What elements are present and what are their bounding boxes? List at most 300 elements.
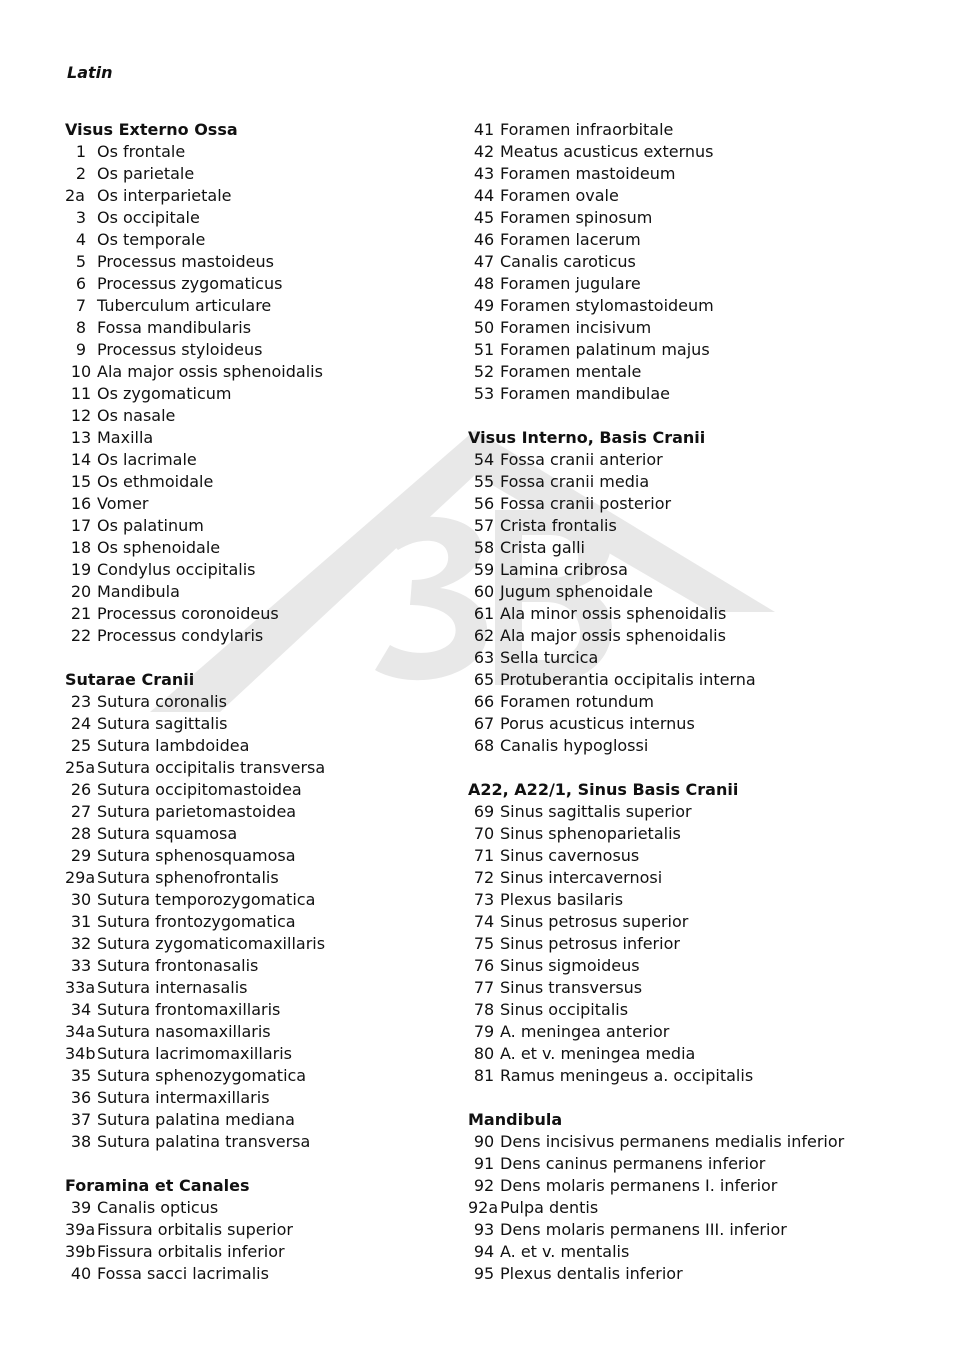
entry-number: 52 <box>473 362 495 381</box>
index-entry <box>65 911 485 933</box>
entry-term: Os frontale <box>97 142 186 161</box>
entry-term: A. meningea anterior <box>500 1022 670 1041</box>
entry-term: Sutura sphenosquamosa <box>97 846 296 865</box>
index-entry <box>65 1197 485 1219</box>
index-entry <box>65 1021 485 1043</box>
entry-term: Fossa cranii anterior <box>500 450 663 469</box>
index-entry <box>65 867 485 889</box>
entry-term: Canalis opticus <box>97 1198 219 1217</box>
index-entry <box>65 207 485 229</box>
entry-number: 9 <box>75 340 87 359</box>
index-entry <box>65 999 485 1021</box>
index-entry <box>65 1043 485 1065</box>
index-entry <box>468 713 888 735</box>
left-column <box>65 119 485 1307</box>
section-heading: Visus Externo Ossa <box>65 120 238 139</box>
entry-number: 53 <box>473 384 495 403</box>
entry-number: 56 <box>473 494 495 513</box>
entry-number: 43 <box>473 164 495 183</box>
entry-number: 31 <box>70 912 92 931</box>
entry-number: 39a <box>65 1220 96 1239</box>
entry-term: Os ethmoidale <box>97 472 214 491</box>
entry-term: Condylus occipitalis <box>97 560 256 579</box>
entry-number: 67 <box>473 714 495 733</box>
entry-term: Sutura intermaxillaris <box>97 1088 270 1107</box>
index-entry <box>468 251 888 273</box>
entry-number: 46 <box>473 230 495 249</box>
index-entry <box>65 361 485 383</box>
entry-number: 35 <box>70 1066 92 1085</box>
index-entry <box>65 295 485 317</box>
entry-number: 72 <box>473 868 495 887</box>
entry-term: Sutura occipitalis transversa <box>97 758 326 777</box>
entry-number: 27 <box>70 802 92 821</box>
entry-term: Processus coronoideus <box>97 604 279 623</box>
entry-number: 80 <box>473 1044 495 1063</box>
index-entry <box>65 581 485 603</box>
entry-number: 94 <box>473 1242 495 1261</box>
index-entry <box>468 625 888 647</box>
entry-number: 57 <box>473 516 495 535</box>
index-entry <box>65 713 485 735</box>
entry-term: Mandibula <box>97 582 180 601</box>
index-entry <box>65 185 485 207</box>
entry-term: Foramen incisivum <box>500 318 652 337</box>
entry-number: 81 <box>473 1066 495 1085</box>
section-heading: Mandibula <box>468 1110 563 1129</box>
entry-term: Sinus petrosus superior <box>500 912 689 931</box>
entry-term: Foramen palatinum majus <box>500 340 710 359</box>
index-entry <box>65 801 485 823</box>
entry-term: Fossa cranii posterior <box>500 494 672 513</box>
index-entry <box>468 1219 888 1241</box>
entry-term: Ala major ossis sphenoidalis <box>97 362 323 381</box>
index-entry <box>468 295 888 317</box>
index-entry <box>65 977 485 999</box>
entry-number: 39b <box>65 1242 96 1261</box>
index-entry <box>468 317 888 339</box>
entry-term: Dens molaris permanens I. inferior <box>500 1176 778 1195</box>
index-entry <box>65 317 485 339</box>
entry-term: Sutura lacrimomaxillaris <box>97 1044 292 1063</box>
index-entry <box>65 471 485 493</box>
entry-number: 37 <box>70 1110 92 1129</box>
entry-number: 7 <box>75 296 87 315</box>
index-entry <box>468 1153 888 1175</box>
entry-term: Foramen rotundum <box>500 692 654 711</box>
index-entry <box>65 229 485 251</box>
entry-number: 91 <box>473 1154 495 1173</box>
index-entry <box>65 163 485 185</box>
entry-term: A. et v. mentalis <box>500 1242 630 1261</box>
entry-term: Sutura frontonasalis <box>97 956 259 975</box>
index-entry <box>65 383 485 405</box>
entry-number: 62 <box>473 626 495 645</box>
entry-term: Processus condylaris <box>97 626 264 645</box>
index-entry <box>65 1241 485 1263</box>
index-entry <box>468 911 888 933</box>
index-entry <box>65 889 485 911</box>
index-entry <box>65 1109 485 1131</box>
index-entry <box>468 845 888 867</box>
entry-term: Sutura sagittalis <box>97 714 228 733</box>
entry-term: Lamina cribrosa <box>500 560 628 579</box>
index-entry <box>468 119 888 141</box>
entry-number: 8 <box>75 318 87 337</box>
entry-number: 44 <box>473 186 495 205</box>
entry-number: 41 <box>473 120 495 139</box>
index-entry <box>468 537 888 559</box>
entry-term: Crista frontalis <box>500 516 617 535</box>
entry-term: Sutura squamosa <box>97 824 238 843</box>
entry-number: 95 <box>473 1264 495 1283</box>
entry-term: Foramen mandibulae <box>500 384 670 403</box>
index-entry <box>468 141 888 163</box>
entry-number: 22 <box>70 626 92 645</box>
entry-number: 11 <box>70 384 92 403</box>
index-entry <box>468 1241 888 1263</box>
index-entry <box>65 251 485 273</box>
index-entry <box>65 1263 485 1285</box>
index-entry <box>468 383 888 405</box>
entry-term: Sutura frontozygomatica <box>97 912 296 931</box>
index-entry <box>468 647 888 669</box>
index-entry <box>65 515 485 537</box>
entry-term: Foramen lacerum <box>500 230 641 249</box>
entry-term: Sinus transversus <box>500 978 643 997</box>
section-heading: Foramina et Canales <box>65 1176 250 1195</box>
entry-number: 17 <box>70 516 92 535</box>
entry-term: Processus mastoideus <box>97 252 274 271</box>
entry-term: Foramen mastoideum <box>500 164 676 183</box>
entry-number: 76 <box>473 956 495 975</box>
entry-term: Crista galli <box>500 538 585 557</box>
right-column <box>468 119 888 1307</box>
index-entry <box>468 207 888 229</box>
index-section <box>468 779 888 1087</box>
entry-number: 1 <box>75 142 87 161</box>
entry-number: 78 <box>473 1000 495 1019</box>
entry-number: 20 <box>70 582 92 601</box>
entry-number: 34 <box>70 1000 92 1019</box>
index-entry <box>468 1043 888 1065</box>
index-entry <box>468 867 888 889</box>
index-entry <box>468 669 888 691</box>
entry-term: Sutura frontomaxillaris <box>97 1000 281 1019</box>
entry-number: 74 <box>473 912 495 931</box>
entry-number: 10 <box>70 362 92 381</box>
index-entry <box>468 361 888 383</box>
entry-term: Ala major ossis sphenoidalis <box>500 626 726 645</box>
entry-term: Vomer <box>97 494 149 513</box>
entry-number: 3 <box>75 208 87 227</box>
entry-term: Fossa sacci lacrimalis <box>97 1264 269 1283</box>
entry-term: Sinus petrosus inferior <box>500 934 680 953</box>
entry-number: 34b <box>65 1044 96 1063</box>
entry-term: Fossa cranii media <box>500 472 650 491</box>
entry-number: 23 <box>70 692 92 711</box>
index-entry <box>65 405 485 427</box>
entry-term: Fossa mandibularis <box>97 318 252 337</box>
entry-term: Porus acusticus internus <box>500 714 695 733</box>
index-entry <box>468 163 888 185</box>
index-section <box>65 669 485 1153</box>
index-entry <box>468 603 888 625</box>
index-entry <box>65 933 485 955</box>
entry-term: Os zygomaticum <box>97 384 232 403</box>
entry-term: Plexus basilaris <box>500 890 624 909</box>
index-entry <box>65 625 485 647</box>
entry-number: 4 <box>75 230 87 249</box>
page-label: Latin <box>67 63 113 82</box>
entry-term: Sutura parietomastoidea <box>97 802 297 821</box>
entry-number: 92a <box>468 1198 499 1217</box>
entry-term: Sutura sphenozygomatica <box>97 1066 307 1085</box>
entry-number: 28 <box>70 824 92 843</box>
index-entry <box>468 581 888 603</box>
entry-number: 73 <box>473 890 495 909</box>
entry-number: 92 <box>473 1176 495 1195</box>
entry-term: Fissura orbitalis inferior <box>97 1242 285 1261</box>
index-entry <box>468 1065 888 1087</box>
entry-number: 29a <box>65 868 96 887</box>
entry-term: Sutura sphenofrontalis <box>97 868 279 887</box>
entry-term: Os interparietale <box>97 186 232 205</box>
entry-term: Sutura occipitomastoidea <box>97 780 302 799</box>
entry-number: 71 <box>473 846 495 865</box>
entry-term: Sinus sigmoideus <box>500 956 640 975</box>
index-entry <box>65 273 485 295</box>
entry-term: Ramus meningeus a. occipitalis <box>500 1066 754 1085</box>
entry-number: 32 <box>70 934 92 953</box>
entry-number: 18 <box>70 538 92 557</box>
index-entry <box>468 493 888 515</box>
entry-number: 36 <box>70 1088 92 1107</box>
index-entry <box>65 1219 485 1241</box>
entry-number: 93 <box>473 1220 495 1239</box>
entry-term: Tuberculum articulare <box>97 296 272 315</box>
index-entry <box>468 1175 888 1197</box>
entry-number: 2a <box>65 186 85 205</box>
entry-number: 14 <box>70 450 92 469</box>
entry-number: 79 <box>473 1022 495 1041</box>
index-entry <box>65 845 485 867</box>
index-entry <box>468 471 888 493</box>
entry-term: Meatus acusticus externus <box>500 142 714 161</box>
index-section <box>65 119 485 647</box>
entry-term: Os nasale <box>97 406 176 425</box>
entry-number: 40 <box>70 1264 92 1283</box>
entry-number: 42 <box>473 142 495 161</box>
entry-term: Foramen spinosum <box>500 208 653 227</box>
index-entry <box>65 823 485 845</box>
entry-number: 33a <box>65 978 96 997</box>
entry-number: 30 <box>70 890 92 909</box>
entry-term: Os parietale <box>97 164 195 183</box>
index-entry <box>468 977 888 999</box>
section-heading: Visus Interno, Basis Cranii <box>468 428 706 447</box>
entry-term: Ala minor ossis sphenoidalis <box>500 604 727 623</box>
entry-number: 12 <box>70 406 92 425</box>
entry-term: Sella turcica <box>500 648 599 667</box>
entry-term: Dens incisivus permanens medialis inferior <box>500 1132 845 1151</box>
entry-term: Os sphenoidale <box>97 538 221 557</box>
index-entry <box>468 1263 888 1285</box>
entry-term: Sinus intercavernosi <box>500 868 663 887</box>
entry-number: 15 <box>70 472 92 491</box>
entry-number: 65 <box>473 670 495 689</box>
index-entry <box>468 1021 888 1043</box>
index-entry <box>65 1131 485 1153</box>
index-entry <box>468 801 888 823</box>
entry-number: 24 <box>70 714 92 733</box>
entry-term: Sinus occipitalis <box>500 1000 629 1019</box>
entry-number: 16 <box>70 494 92 513</box>
entry-number: 39 <box>70 1198 92 1217</box>
entry-term: Processus zygomaticus <box>97 274 283 293</box>
entry-number: 50 <box>473 318 495 337</box>
entry-term: Sutura coronalis <box>97 692 227 711</box>
index-entry <box>468 1197 888 1219</box>
entry-term: Pulpa dentis <box>500 1198 599 1217</box>
index-entry <box>468 889 888 911</box>
entry-number: 33 <box>70 956 92 975</box>
entry-number: 34a <box>65 1022 96 1041</box>
index-entry <box>468 691 888 713</box>
entry-term: Sinus sphenoparietalis <box>500 824 681 843</box>
entry-number: 49 <box>473 296 495 315</box>
entry-term: Fissura orbitalis superior <box>97 1220 293 1239</box>
entry-term: Sinus cavernosus <box>500 846 640 865</box>
entry-term: A. et v. meningea media <box>500 1044 696 1063</box>
entry-number: 6 <box>75 274 87 293</box>
entry-number: 25 <box>70 736 92 755</box>
entry-term: Maxilla <box>97 428 154 447</box>
entry-number: 38 <box>70 1132 92 1151</box>
index-entry <box>65 735 485 757</box>
index-entry <box>468 185 888 207</box>
entry-term: Canalis caroticus <box>500 252 636 271</box>
index-entry <box>468 559 888 581</box>
entry-number: 48 <box>473 274 495 293</box>
index-section <box>468 119 888 405</box>
entry-term: Dens caninus permanens inferior <box>500 1154 766 1173</box>
index-entry <box>468 515 888 537</box>
index-entry <box>65 537 485 559</box>
index-entry <box>65 603 485 625</box>
entry-term: Foramen stylomastoideum <box>500 296 714 315</box>
index-entry <box>468 273 888 295</box>
entry-number: 21 <box>70 604 92 623</box>
entry-number: 25a <box>65 758 96 777</box>
index-entry <box>65 779 485 801</box>
entry-number: 5 <box>75 252 87 271</box>
entry-number: 26 <box>70 780 92 799</box>
entry-number: 2 <box>75 164 87 183</box>
entry-term: Jugum sphenoidale <box>500 582 653 601</box>
index-entry <box>468 1131 888 1153</box>
entry-number: 29 <box>70 846 92 865</box>
entry-number: 66 <box>473 692 495 711</box>
index-entry <box>65 1087 485 1109</box>
index-entry <box>468 823 888 845</box>
entry-term: Sutura palatina mediana <box>97 1110 295 1129</box>
index-entry <box>65 559 485 581</box>
index-entry <box>65 955 485 977</box>
entry-number: 75 <box>473 934 495 953</box>
entry-number: 59 <box>473 560 495 579</box>
index-entry <box>468 229 888 251</box>
entry-term: Processus styloideus <box>97 340 263 359</box>
entry-number: 51 <box>473 340 495 359</box>
entry-term: Sutura nasomaxillaris <box>97 1022 271 1041</box>
index-entry <box>65 141 485 163</box>
index-entry <box>65 493 485 515</box>
entry-term: Foramen ovale <box>500 186 619 205</box>
entry-term: Foramen jugulare <box>500 274 641 293</box>
entry-term: Os occipitale <box>97 208 200 227</box>
entry-number: 47 <box>473 252 495 271</box>
entry-term: Sutura palatina transversa <box>97 1132 311 1151</box>
entry-term: Sinus sagittalis superior <box>500 802 692 821</box>
entry-term: Foramen mentale <box>500 362 642 381</box>
entry-number: 63 <box>473 648 495 667</box>
index-entry <box>65 1065 485 1087</box>
entry-number: 90 <box>473 1132 495 1151</box>
index-entry <box>468 449 888 471</box>
index-entry <box>65 339 485 361</box>
entry-term: Protuberantia occipitalis interna <box>500 670 756 689</box>
entry-number: 68 <box>473 736 495 755</box>
index-entry <box>65 757 485 779</box>
entry-term: Sutura internasalis <box>97 978 248 997</box>
section-heading: A22, A22/1, Sinus Basis Cranii <box>468 780 739 799</box>
entry-number: 70 <box>473 824 495 843</box>
index-entry <box>65 427 485 449</box>
section-heading: Sutarae Cranii <box>65 670 195 689</box>
index-entry <box>468 999 888 1021</box>
entry-term: Os palatinum <box>97 516 204 535</box>
index-section <box>468 427 888 757</box>
entry-number: 60 <box>473 582 495 601</box>
entry-term: Sutura zygomaticomaxillaris <box>97 934 326 953</box>
entry-number: 54 <box>473 450 495 469</box>
index-entry <box>468 339 888 361</box>
entry-term: Os temporale <box>97 230 206 249</box>
entry-number: 58 <box>473 538 495 557</box>
index-section <box>468 1109 888 1285</box>
entry-number: 55 <box>473 472 495 491</box>
entry-number: 45 <box>473 208 495 227</box>
entry-term: Sutura temporozygomatica <box>97 890 316 909</box>
index-entry <box>468 933 888 955</box>
entry-term: Plexus dentalis inferior <box>500 1264 683 1283</box>
entry-number: 19 <box>70 560 92 579</box>
entry-number: 69 <box>473 802 495 821</box>
index-section <box>65 1175 485 1285</box>
entry-term: Dens molaris permanens III. inferior <box>500 1220 787 1239</box>
index-entry <box>65 449 485 471</box>
entry-term: Canalis hypoglossi <box>500 736 649 755</box>
index-entry <box>468 955 888 977</box>
entry-number: 61 <box>473 604 495 623</box>
index-entry <box>65 691 485 713</box>
entry-number: 77 <box>473 978 495 997</box>
entry-term: Os lacrimale <box>97 450 197 469</box>
entry-number: 13 <box>70 428 92 447</box>
entry-term: Sutura lambdoidea <box>97 736 250 755</box>
index-entry <box>468 735 888 757</box>
